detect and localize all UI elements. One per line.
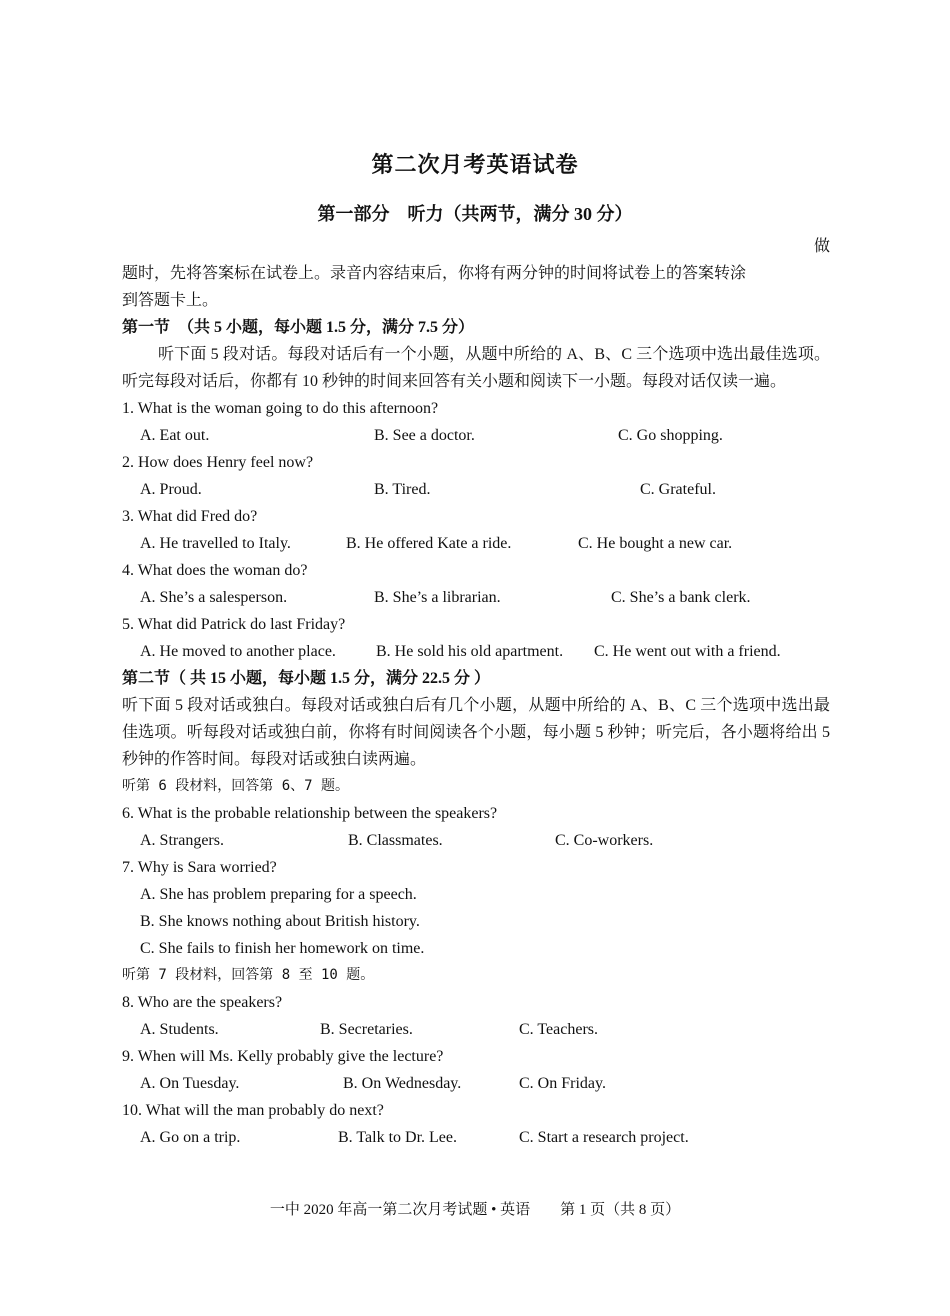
- option-c: C. Start a research project.: [519, 1129, 689, 1146]
- material-note-6: 听第 6 段材料，回答第 6、7 题。: [122, 778, 350, 794]
- question-2: 2. How does Henry feel now?: [122, 454, 314, 471]
- option-c: C. He went out with a friend.: [594, 643, 781, 660]
- option-c: C. She fails to finish her homework on time.: [140, 940, 425, 957]
- option-b: B. On Wednesday.: [343, 1075, 462, 1092]
- option-a: A. On Tuesday.: [140, 1075, 240, 1092]
- question-8-options: [122, 1016, 830, 1043]
- question-5: 5. What did Patrick do last Friday?: [122, 616, 346, 633]
- option-a: A. Proud.: [140, 481, 202, 498]
- question-3-options: [122, 530, 830, 557]
- option-c: C. Grateful.: [640, 481, 716, 498]
- question-1: 1. What is the woman going to do this afternoon?: [122, 400, 439, 417]
- option-c: C. He bought a new car.: [578, 535, 733, 552]
- option-c: C. Go shopping.: [618, 427, 723, 444]
- section1-heading: 第一节 （共 5 小题，每小题 1.5 分，满分 7.5 分）: [122, 319, 475, 336]
- material-note-7: 听第 7 段材料，回答第 8 至 10 题。: [122, 967, 375, 983]
- option-b: B. He offered Kate a ride.: [346, 535, 512, 552]
- option-a: A. She’s a salesperson.: [140, 589, 288, 606]
- option-c: C. Co-workers.: [555, 832, 654, 849]
- question-7: 7. Why is Sara worried?: [122, 859, 277, 876]
- option-c: C. She’s a bank clerk.: [611, 589, 751, 606]
- option-a: A. Students.: [140, 1021, 219, 1038]
- intro-line: 到答题卡上。: [122, 292, 219, 309]
- option-a: A. Strangers.: [140, 832, 224, 849]
- option-a: A. He moved to another place.: [140, 643, 336, 660]
- section2-heading: 第二节（ 共 15 小题，每小题 1.5 分，满分 22.5 分 ）: [122, 670, 491, 687]
- option-b: B. Tired.: [374, 481, 431, 498]
- section2-instructions: 听下面 5 段对话或独白。每段对话或独白后有几个小题，从题中所给的 A、B、C 三个选项中选出最佳选项。听每段对话或独白前，你将有时间阅读各个小题，每小题 5 秒钟；听完后，各小题将给出 5 秒钟的作答时间。每段对话或独白读两遍。: [122, 697, 830, 768]
- option-a: A. He travelled to Italy.: [140, 535, 291, 552]
- option-b: B. See a doctor.: [374, 427, 475, 444]
- question-6-options: [122, 827, 830, 854]
- option-b: B. Classmates.: [348, 832, 443, 849]
- question-6: 6. What is the probable relationship between the speakers?: [122, 805, 498, 822]
- question-10-options: [122, 1124, 830, 1151]
- option-a: A. Go on a trip.: [140, 1129, 241, 1146]
- question-1-options: [122, 422, 830, 449]
- question-8: 8. Who are the speakers?: [122, 994, 283, 1011]
- option-a: A. She has problem preparing for a speech.: [140, 886, 417, 903]
- option-b: B. Secretaries.: [320, 1021, 413, 1038]
- question-2-options: [122, 476, 830, 503]
- option-a: A. Eat out.: [140, 427, 210, 444]
- option-b: B. Talk to Dr. Lee.: [338, 1129, 458, 1146]
- exam-title: 第二次月考英语试卷: [371, 152, 579, 177]
- question-10: 10. What will the man probably do next?: [122, 1102, 384, 1119]
- option-c: C. Teachers.: [519, 1021, 598, 1038]
- question-4: 4. What does the woman do?: [122, 562, 308, 579]
- question-5-options: [122, 638, 830, 665]
- page-footer: 一中 2020 年高一第二次月考试题 • 英语 第 1 页（共 8 页）: [269, 1202, 681, 1218]
- question-4-options: [122, 584, 830, 611]
- question-9-options: [122, 1070, 830, 1097]
- option-b: B. She knows nothing about British history.: [140, 913, 420, 930]
- intro-line: 题时，先将答案标在试卷上。录音内容结束后，你将有两分钟的时间将试卷上的答案转涂: [122, 265, 747, 282]
- option-c: C. On Friday.: [519, 1075, 606, 1092]
- part-heading: 第一部分 听力（共两节，满分 30 分）: [317, 204, 633, 224]
- exam-body: [122, 233, 830, 1151]
- option-b: B. She’s a librarian.: [374, 589, 501, 606]
- section1-instructions: 听下面 5 段对话。每段对话后有一个小题，从题中所给的 A、B、C 三个选项中选出最佳选项。听完每段对话后，你都有 10 秒钟的时间来回答有关小题和阅读下一小题。每段对话仅读一遍。: [122, 346, 830, 390]
- intro-first-word: 做: [813, 238, 830, 255]
- question-9: 9. When will Ms. Kelly probably give the lecture?: [122, 1048, 444, 1065]
- option-b: B. He sold his old apartment.: [376, 643, 564, 660]
- question-3: 3. What did Fred do?: [122, 508, 258, 525]
